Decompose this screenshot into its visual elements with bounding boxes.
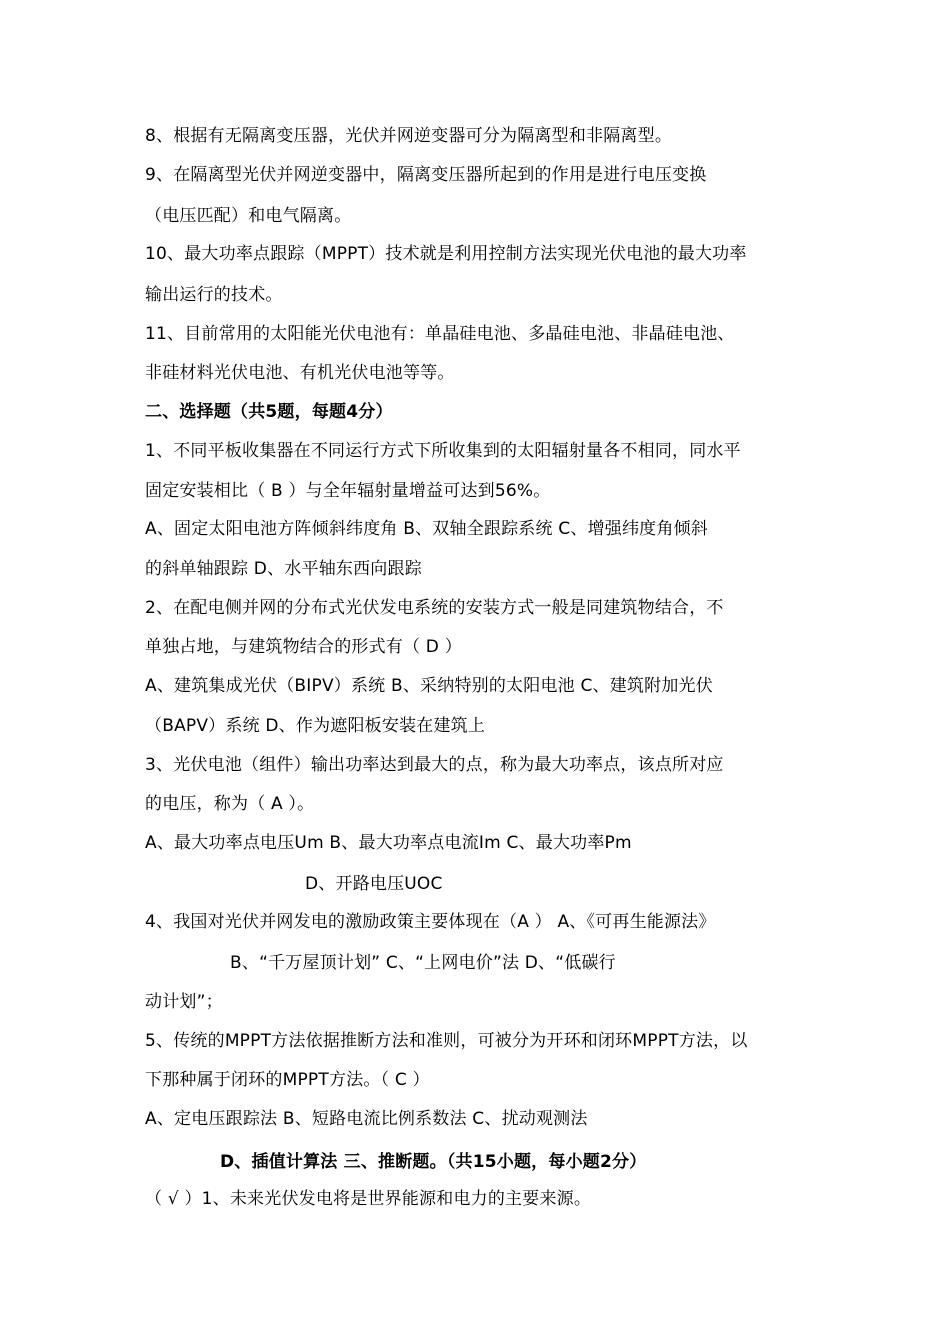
q2-options-line2: （BAPV）系统 D、作为遮阳板安装在建筑上 <box>145 716 486 736</box>
item-8: 8、根据有无隔离变压器，光伏并网逆变器可分为隔离型和非隔离型。 <box>145 126 673 146</box>
item-11-line2: 非硅材料光伏电池、有机光伏电池等等。 <box>145 363 455 383</box>
q5-line1: 5、传统的MPPT方法依据推断方法和准则，可被分为开环和闭环MPPT方法，以 <box>145 1031 748 1051</box>
q3-line1: 3、光伏电池（组件）输出功率达到最大的点，称为最大功率点，该点所对应 <box>145 755 724 775</box>
judgment-q1: （ √ ）1、未来光伏发电将是世界能源和电力的主要来源。 <box>145 1189 592 1209</box>
q2-line2: 单独占地，与建筑物结合的形式有（ D ） <box>145 637 462 657</box>
q1-line1: 1、不同平板收集器在不同运行方式下所收集到的太阳辐射量各不相同，同水平 <box>145 441 741 461</box>
q3-line2: 的电压，称为（ A ）。 <box>145 794 315 814</box>
q1-options-line2: 的斜单轴跟踪 D、水平轴东西向跟踪 <box>145 559 422 579</box>
q5-options-line2-and-section-heading-judgment: D、插值计算法 三、推断题。（共15小题，每小题2分） <box>220 1152 647 1172</box>
q1-line2: 固定安装相比（ B ）与全年辐射量增益可达到56%。 <box>145 481 551 501</box>
q3-options-line1: A、最大功率点电压Um B、最大功率点电流Im C、最大功率Pm <box>145 833 632 853</box>
item-11-line1: 11、目前常用的太阳能光伏电池有：单晶硅电池、多晶硅电池、非晶硅电池、 <box>145 324 735 344</box>
q2-line1: 2、在配电侧并网的分布式光伏发电系统的安装方式一般是同建筑物结合，不 <box>145 598 724 618</box>
section-heading-choice: 二、选择题（共5题，每题4分） <box>145 402 393 422</box>
q2-options-line1: A、建筑集成光伏（BIPV）系统 B、采纳特别的太阳电池 C、建筑附加光伏 <box>145 676 713 696</box>
item-9-line2: （电压匹配）和电气隔离。 <box>145 206 352 226</box>
item-9-line1: 9、在隔离型光伏并网逆变器中，隔离变压器所起到的作用是进行电压变换 <box>145 165 707 185</box>
q4-line3: 动计划”； <box>145 992 223 1012</box>
item-10-line2: 输出运行的技术。 <box>145 285 283 305</box>
q5-options-line1: A、定电压跟踪法 B、短路电流比例系数法 C、扰动观测法 <box>145 1109 588 1129</box>
q1-options-line1: A、固定太阳电池方阵倾斜纬度角 B、双轴全跟踪系统 C、增强纬度角倾斜 <box>145 519 708 539</box>
q4-line1: 4、我国对光伏并网发电的激励政策主要体现在（A ） A、《可再生能源法》 <box>145 912 716 932</box>
q5-line2: 下那种属于闭环的MPPT方法。（ C ） <box>145 1070 430 1090</box>
q4-line2: B、“千万屋顶计划” C、“上网电价”法 D、“低碳行 <box>230 953 616 973</box>
item-10-line1: 10、最大功率点跟踪（MPPT）技术就是利用控制方法实现光伏电池的最大功率 <box>145 244 747 264</box>
q3-options-line2: D、开路电压UOC <box>305 874 443 894</box>
